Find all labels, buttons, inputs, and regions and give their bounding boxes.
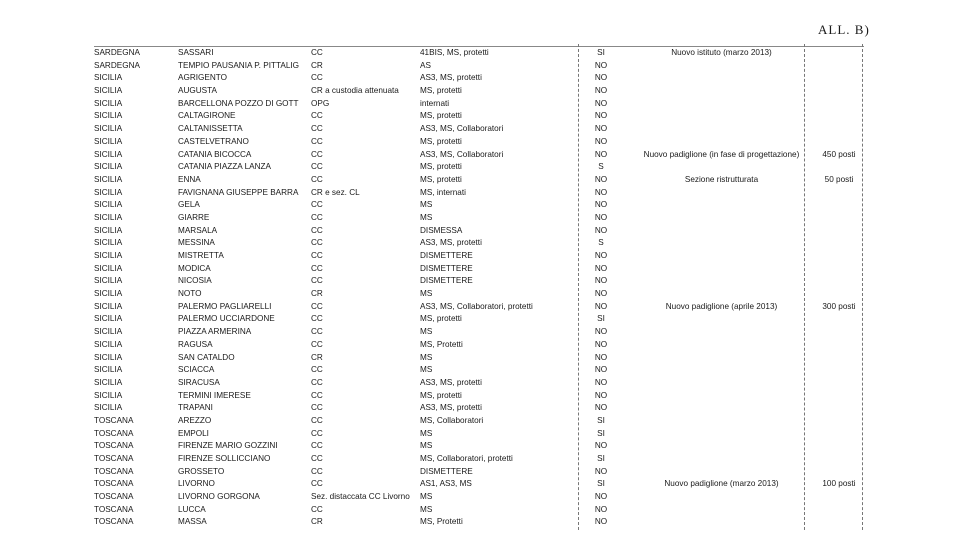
type-cell: CR [311,289,323,299]
sections-cell: AS [420,60,431,70]
type-cell: CC [311,162,323,172]
region-cell: SICILIA [94,390,123,400]
sections-cell: AS3, MS, protetti [420,238,482,248]
posti-cell: 450 posti [822,149,856,159]
institute-cell: AREZZO [178,415,212,425]
table-row [94,263,864,276]
table-row [94,60,864,73]
institute-cell: BARCELLONA POZZO DI GOTT [178,98,299,108]
table-row [94,364,864,377]
flag-cell: NO [594,60,608,70]
type-cell: Sez. distaccata CC Livorno [311,492,410,502]
flag-cell: SI [597,479,605,489]
flag-cell: NO [594,327,608,337]
type-cell: CR [311,517,323,527]
table-row [94,136,864,149]
type-cell: CC [311,276,323,286]
institute-cell: FIRENZE MARIO GOZZINI [178,441,278,451]
institute-cell: LIVORNO [178,479,215,489]
posti-cell: 50 posti [824,174,854,184]
region-cell: SICILIA [94,124,123,134]
sections-cell: MS [420,200,433,210]
table-row [94,110,864,123]
note-cell: Sezione ristrutturata [684,174,759,184]
type-cell: CC [311,390,323,400]
table-row [94,275,864,288]
flag-cell: NO [594,492,608,502]
region-cell: TOSCANA [94,479,134,489]
type-cell: CR [311,60,323,70]
note-cell: Nuovo padiglione (in fase di progettazione) [643,149,800,159]
note-cell: Nuovo padiglione (marzo 2013) [664,479,779,489]
sections-cell: MS [420,428,433,438]
note-cell: Nuovo istituto (marzo 2013) [671,48,772,57]
flag-cell: NO [594,73,608,83]
type-cell: CC [311,466,323,476]
flag-cell: NO [594,339,608,349]
region-cell: SICILIA [94,225,123,235]
flag-cell: SI [597,48,605,57]
sections-cell: AS3, MS, Collaboratori [420,149,504,159]
region-cell: SICILIA [94,98,123,108]
sections-cell: MS [420,441,433,451]
table-row [94,250,864,263]
institute-cell: MARSALA [178,225,218,235]
flag-cell: NO [594,187,608,197]
table-row [94,72,864,85]
flag-cell: NO [594,365,608,375]
table-row [94,516,864,529]
table-row [94,47,864,60]
flag-cell: NO [594,377,608,387]
flag-cell: S [598,162,604,172]
flag-cell: SI [597,415,605,425]
region-cell: SICILIA [94,289,123,299]
institute-cell: CALTANISSETTA [178,124,243,134]
annex-label: ALL. B) [818,22,870,37]
region-cell: SICILIA [94,327,123,337]
sections-cell: MS, Protetti [420,339,463,349]
institute-cell: NOTO [178,289,202,299]
flag-cell: NO [594,136,608,146]
region-cell: SICILIA [94,251,123,260]
flag-cell: NO [594,517,608,527]
type-cell: CC [311,111,323,121]
note-cell: Nuovo padiglione (aprile 2013) [665,301,778,311]
institute-cell: AGRIGENTO [178,73,227,83]
institute-cell: CATANIA BICOCCA [178,149,252,159]
sections-cell: AS3, MS, Collaboratori, protetti [420,301,533,311]
sections-cell: MS, internati [420,187,466,197]
table-row [94,149,864,162]
institute-cell: AUGUSTA [178,86,217,96]
flag-cell: NO [594,441,608,451]
type-cell: CC [311,403,323,413]
type-cell: CC [311,174,323,184]
institute-cell: PALERMO UCCIARDONE [178,314,275,324]
posti-cell: 300 posti [822,301,856,311]
type-cell: CC [311,263,323,273]
sections-cell: MS, protetti [420,136,462,146]
region-cell: SICILIA [94,200,123,210]
flag-cell: NO [594,98,608,108]
sections-cell: MS [420,492,433,502]
flag-cell: NO [594,111,608,121]
type-cell: CC [311,73,323,83]
table-row [94,161,864,174]
type-cell: CC [311,225,323,235]
region-cell: SICILIA [94,276,123,286]
type-cell: CC [311,124,323,134]
type-cell: CR e sez. CL [311,187,360,197]
table-row [94,225,864,238]
sections-cell: MS, protetti [420,314,462,324]
type-cell: CC [311,377,323,387]
flag-cell: NO [594,403,608,413]
institute-cell: SCIACCA [178,365,215,375]
type-cell: CR a custodia attenuata [311,86,399,96]
institute-cell: MESSINA [178,238,215,248]
type-cell: CC [311,200,323,210]
flag-cell: NO [594,251,608,260]
table-row [94,352,864,365]
institutes-table [94,47,864,529]
institute-cell: LUCCA [178,504,206,514]
region-cell: SICILIA [94,136,123,146]
sections-cell: MS [420,365,433,375]
region-cell: TOSCANA [94,428,134,438]
institute-cell: NICOSIA [178,276,212,286]
table-row [94,187,864,200]
sections-cell: MS, protetti [420,162,462,172]
sections-cell: DISMETTERE [420,276,473,286]
region-cell: SICILIA [94,377,123,387]
institute-cell: MODICA [178,263,211,273]
institute-cell: SAN CATALDO [178,352,235,362]
sections-cell: MS, Collaboratori [420,415,484,425]
table-row [94,313,864,326]
flag-cell: NO [594,149,608,159]
type-cell: CC [311,48,323,57]
flag-cell: NO [594,124,608,134]
flag-cell: NO [594,225,608,235]
institute-cell: LIVORNO GORGONA [178,492,260,502]
institute-cell: PALERMO PAGLIARELLI [178,301,272,311]
table-row [94,212,864,225]
sections-cell: MS [420,289,433,299]
institute-cell: TERMINI IMERESE [178,390,251,400]
institute-cell: ENNA [178,174,201,184]
posti-cell: 100 posti [822,479,856,489]
sections-cell: AS1, AS3, MS [420,479,472,489]
institute-cell: FAVIGNANA GIUSEPPE BARRA [178,187,299,197]
flag-cell: NO [594,352,608,362]
sections-cell: DISMETTERE [420,251,473,260]
institute-cell: PIAZZA ARMERINA [178,327,252,337]
region-cell: SICILIA [94,86,123,96]
region-cell: SICILIA [94,263,123,273]
institute-cell: TRAPANI [178,403,213,413]
sections-cell: DISMETTERE [420,263,473,273]
sections-cell: MS, protetti [420,174,462,184]
sections-cell: MS [420,212,433,222]
flag-cell: NO [594,390,608,400]
flag-cell: NO [594,289,608,299]
type-cell: CC [311,251,323,260]
type-cell: CR [311,352,323,362]
sections-cell: 41BIS, MS, protetti [420,48,489,57]
type-cell: CC [311,365,323,375]
sections-cell: MS, Collaboratori, protetti [420,454,513,463]
institute-cell: CALTAGIRONE [178,111,236,121]
table-row [94,326,864,339]
flag-cell: NO [594,504,608,514]
flag-cell: NO [594,212,608,222]
region-cell: TOSCANA [94,517,134,527]
flag-cell: SI [597,454,605,463]
type-cell: CC [311,327,323,337]
table-row [94,123,864,136]
region-cell: TOSCANA [94,504,134,514]
region-cell: SICILIA [94,162,123,172]
type-cell: CC [311,479,323,489]
region-cell: SICILIA [94,339,123,349]
flag-cell: NO [594,263,608,273]
region-cell: SARDEGNA [94,60,140,70]
region-cell: TOSCANA [94,492,134,502]
table-row [94,174,864,187]
sections-cell: MS, protetti [420,390,462,400]
institute-cell: CATANIA PIAZZA LANZA [178,162,271,172]
table-row [94,85,864,98]
type-cell: CC [311,415,323,425]
table-row [94,199,864,212]
institute-cell: SASSARI [178,48,214,57]
region-cell: SICILIA [94,212,123,222]
table-row [94,453,864,466]
region-cell: TOSCANA [94,415,134,425]
table-row [94,428,864,441]
region-cell: SICILIA [94,187,123,197]
region-cell: SICILIA [94,149,123,159]
table-row [94,402,864,415]
type-cell: CC [311,441,323,451]
flag-cell: NO [594,301,608,311]
type-cell: CC [311,212,323,222]
table-row [94,491,864,504]
sections-cell: AS3, MS, protetti [420,403,482,413]
type-cell: CC [311,504,323,514]
region-cell: SICILIA [94,403,123,413]
type-cell: CC [311,136,323,146]
institute-cell: CASTELVETRANO [178,136,249,146]
region-cell: SICILIA [94,365,123,375]
type-cell: CC [311,454,323,463]
institute-cell: MISTRETTA [178,251,224,260]
flag-cell: SI [597,314,605,324]
region-cell: TOSCANA [94,454,134,463]
sections-cell: MS [420,352,433,362]
institute-cell: FIRENZE SOLLICCIANO [178,454,271,463]
region-cell: SICILIA [94,174,123,184]
region-cell: SICILIA [94,314,123,324]
sections-cell: internati [420,98,450,108]
sections-cell: MS [420,327,433,337]
flag-cell: NO [594,86,608,96]
type-cell: CC [311,238,323,248]
table-row [94,390,864,403]
type-cell: CC [311,301,323,311]
type-cell: CC [311,149,323,159]
type-cell: CC [311,428,323,438]
sections-cell: DISMETTERE [420,466,473,476]
table-row [94,415,864,428]
institute-cell: GROSSETO [178,466,225,476]
table-row [94,478,864,491]
sections-cell: MS, protetti [420,111,462,121]
flag-cell: NO [594,174,608,184]
type-cell: OPG [311,98,330,108]
institute-cell: RAGUSA [178,339,213,349]
sections-cell: AS3, MS, Collaboratori [420,124,504,134]
region-cell: TOSCANA [94,466,134,476]
region-cell: SICILIA [94,301,123,311]
sections-cell: AS3, MS, protetti [420,73,482,83]
sections-cell: MS [420,504,433,514]
region-cell: SARDEGNA [94,48,140,57]
institute-cell: GIARRE [178,212,210,222]
sections-cell: MS, protetti [420,86,462,96]
table-row [94,504,864,517]
institute-cell: EMPOLI [178,428,209,438]
flag-cell: S [598,238,604,248]
region-cell: SICILIA [94,111,123,121]
flag-cell: NO [594,200,608,210]
region-cell: SICILIA [94,238,123,248]
sections-cell: AS3, MS, protetti [420,377,482,387]
institute-cell: SIRACUSA [178,377,220,387]
region-cell: TOSCANA [94,441,134,451]
table-row [94,98,864,111]
flag-cell: NO [594,276,608,286]
table-row [94,288,864,301]
sections-cell: MS, Protetti [420,517,463,527]
institute-cell: MASSA [178,517,207,527]
flag-cell: SI [597,428,605,438]
table-row [94,377,864,390]
institute-cell: TEMPIO PAUSANIA P. PITTALIG [178,60,300,70]
type-cell: CC [311,314,323,324]
table-row [94,237,864,250]
region-cell: SICILIA [94,73,123,83]
table-row [94,466,864,479]
region-cell: SICILIA [94,352,123,362]
table-row [94,339,864,352]
table-row [94,440,864,453]
flag-cell: NO [594,466,608,476]
institute-cell: GELA [178,200,200,210]
sections-cell: DISMESSA [420,225,463,235]
type-cell: CC [311,339,323,349]
table-row [94,301,864,314]
